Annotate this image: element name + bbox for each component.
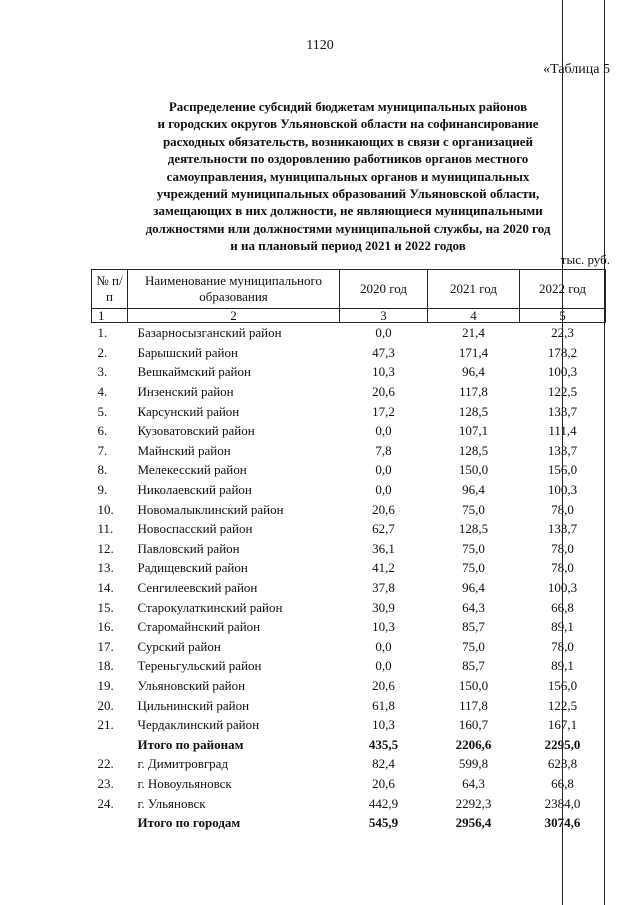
cell-num: 9.: [97, 482, 108, 498]
cell-name: Барышский район: [137, 344, 238, 360]
cell-num: 15.: [97, 599, 114, 615]
cell-y2020: 61,8: [372, 697, 395, 713]
cell-y2021: 150,0: [458, 677, 489, 693]
cell-y2020: 0,0: [375, 325, 392, 341]
cell-y2022: 122,5: [547, 697, 578, 713]
cell-num: 23.: [97, 775, 114, 791]
cell-y2021: 75,0: [462, 501, 485, 517]
cell-y2020: 82,4: [372, 756, 395, 772]
cell-y2021: 75,0: [462, 560, 485, 576]
cell-y2021: 107,1: [458, 423, 489, 439]
cell-y2021: 96,4: [462, 364, 485, 380]
cell-num: [92, 813, 128, 833]
cell-y2022: 111,4: [548, 423, 577, 439]
cell-num: 19.: [97, 677, 114, 693]
table-row: [92, 539, 606, 559]
cell-y2021: 117,8: [459, 697, 488, 713]
cell-y2022: 22,3: [551, 325, 574, 341]
header-2020: 2020 год: [340, 270, 428, 309]
cell-num: 14.: [97, 580, 114, 596]
table-row: [92, 401, 606, 421]
cell-name: Вешкаймский район: [137, 364, 251, 380]
cell-name: Итого по районам: [137, 736, 244, 752]
subsidies-table: [91, 269, 606, 832]
cell-name: Радищевский район: [137, 560, 248, 576]
cell-y2021: 2956,4: [455, 815, 492, 831]
header-2022: 2022 год: [520, 270, 606, 309]
table-body: [92, 323, 606, 833]
cell-num: 20.: [97, 697, 114, 713]
cell-y2020: 20,6: [372, 775, 395, 791]
cell-y2021: 150,0: [458, 462, 489, 478]
cell-name: Старомайнский район: [137, 619, 261, 635]
cell-y2022: 100,3: [547, 580, 578, 596]
title-line: учреждений муниципальных образований Ульяновской области,: [156, 186, 540, 202]
cell-y2021: 128,5: [458, 442, 489, 458]
cell-y2021: 2206,6: [455, 736, 492, 752]
cell-y2020: 41,2: [372, 560, 395, 576]
cell-num: 6.: [97, 423, 108, 439]
cell-name: Инзенский район: [137, 384, 234, 400]
cell-name: г. Димитровград: [137, 756, 229, 772]
title-line: должностями или должностями муниципальной службы, на 2020 год: [145, 220, 551, 236]
cell-y2020: 0,0: [375, 638, 392, 654]
table-row: [92, 362, 606, 382]
cell-name: Цильнинский район: [137, 697, 250, 713]
cell-y2020: 20,6: [372, 384, 395, 400]
cell-y2020: 20,6: [372, 677, 395, 693]
cell-y2022: 78,0: [551, 540, 574, 556]
cell-num: 18.: [97, 658, 114, 674]
cell-name: Кузоватовский район: [137, 423, 255, 439]
title-line: и на плановый период 2021 и 2022 годов: [230, 238, 466, 254]
cell-name: Базарносызганский район: [137, 325, 282, 341]
cell-y2022: 133,7: [547, 521, 578, 537]
table-row: [92, 578, 606, 598]
cell-num: 24.: [97, 795, 114, 811]
cell-y2021: 599,8: [458, 756, 489, 772]
table-row: [92, 774, 606, 794]
cell-y2020: 0,0: [375, 482, 392, 498]
cell-num: 17.: [97, 638, 114, 654]
cell-name: Ульяновский район: [137, 677, 246, 693]
column-number: 3: [340, 309, 428, 323]
title-line: самоуправления, муниципальных органов и муниципальных: [166, 168, 530, 184]
cell-y2020: 62,7: [372, 521, 395, 537]
cell-y2021: 160,7: [458, 717, 489, 733]
cell-name: Сенгилеевский район: [137, 580, 258, 596]
cell-num: 3.: [97, 364, 108, 380]
cell-y2020: 10,3: [372, 619, 395, 635]
cell-num: 5.: [97, 403, 108, 419]
cell-y2020: 20,6: [372, 501, 395, 517]
cell-y2020: 36,1: [372, 540, 395, 556]
cell-y2020: 442,9: [368, 795, 399, 811]
cell-name: Сурский район: [137, 638, 221, 654]
cell-num: 21.: [97, 717, 114, 733]
title-line: Распределение субсидий бюджетам муниципальных районов: [168, 99, 528, 114]
cell-name: Чердаклинский район: [137, 717, 260, 733]
scan-fold-line: [562, 0, 563, 905]
cell-name: Майнский район: [137, 442, 231, 458]
cell-y2020: 0,0: [375, 462, 392, 478]
cell-num: 12.: [97, 540, 114, 556]
cell-y2020: 37,8: [372, 580, 395, 596]
cell-y2022: 100,3: [547, 364, 578, 380]
table-row: [92, 441, 606, 461]
cell-y2021: 117,8: [459, 384, 488, 400]
table-row: [92, 343, 606, 363]
cell-num: 10.: [97, 501, 114, 517]
cell-y2022: 156,0: [547, 677, 578, 693]
cell-y2022: 2295,0: [544, 736, 581, 752]
table-row: [92, 382, 606, 402]
cell-y2022: 133,7: [547, 442, 578, 458]
table-total-row: [92, 813, 606, 833]
cell-y2022: 89,1: [551, 619, 574, 635]
table-row: [92, 715, 606, 735]
cell-y2020: 17,2: [372, 403, 395, 419]
cell-y2022: 133,7: [547, 403, 578, 419]
title-line: расходных обязательств, возникающих в связи с организацией: [162, 133, 534, 149]
column-number: 4: [428, 309, 520, 323]
cell-y2022: 623,8: [547, 756, 578, 772]
title-line: замещающих в них должности, не являющиеся муниципальными: [153, 203, 543, 219]
header-name: Наименование муниципального образования: [128, 270, 340, 309]
cell-y2021: 2292,3: [455, 795, 492, 811]
cell-y2020: 10,3: [372, 364, 395, 380]
cell-y2020: 30,9: [372, 599, 395, 615]
cell-y2022: 2384,0: [544, 795, 581, 811]
cell-y2020: 0,0: [375, 423, 392, 439]
units-label: тыс. руб.: [560, 252, 610, 267]
cell-y2021: 75,0: [462, 638, 485, 654]
cell-y2022: 89,1: [551, 658, 574, 674]
cell-num: 7.: [97, 442, 108, 458]
cell-y2022: 167,1: [547, 717, 578, 733]
table-row: [92, 421, 606, 441]
cell-name: Тереньгульский район: [137, 658, 262, 674]
table-row: [92, 637, 606, 657]
cell-y2022: 178,2: [547, 344, 578, 360]
cell-name: Старокулаткинский район: [137, 599, 283, 615]
cell-name: г. Ульяновск: [137, 795, 206, 811]
title-line: и городских округов Ульяновской области на софинансирование: [157, 116, 539, 132]
table-row: [92, 617, 606, 637]
cell-num: 16.: [97, 619, 114, 635]
cell-num: 8.: [97, 462, 108, 478]
table-row: [92, 656, 606, 676]
document-title: [108, 98, 588, 255]
header-2021: 2021 год: [428, 270, 520, 309]
cell-num: 11.: [97, 521, 114, 537]
cell-name: Павловский район: [137, 540, 240, 556]
cell-y2022: 66,8: [551, 775, 574, 791]
header-num: № п/п: [92, 270, 128, 309]
cell-num: 2.: [97, 344, 108, 360]
cell-y2022: 156,0: [547, 462, 578, 478]
cell-y2020: 545,9: [368, 815, 399, 831]
cell-num: 1.: [97, 325, 108, 341]
table-total-row: [92, 734, 606, 754]
cell-y2021: 85,7: [462, 658, 485, 674]
cell-y2021: 128,5: [458, 521, 489, 537]
cell-y2020: 10,3: [372, 717, 395, 733]
cell-y2022: 122,5: [547, 384, 578, 400]
table-row: [92, 460, 606, 480]
table-row: [92, 754, 606, 774]
cell-y2021: 96,4: [462, 580, 485, 596]
title-line: деятельности по оздоровлению работников органов местного: [167, 151, 529, 167]
cell-y2021: 75,0: [462, 540, 485, 556]
column-number: 1: [92, 309, 128, 323]
cell-y2021: 64,3: [462, 599, 485, 615]
cell-name: Новомалыклинский район: [137, 501, 284, 517]
cell-name: Николаевский район: [137, 482, 252, 498]
table-row: [92, 323, 606, 343]
cell-name: Новоспасский район: [137, 521, 253, 537]
cell-y2021: 85,7: [462, 619, 485, 635]
cell-y2020: 0,0: [375, 658, 392, 674]
cell-num: 13.: [97, 560, 114, 576]
cell-name: Карсунский район: [137, 403, 240, 419]
cell-num: [92, 734, 128, 754]
table-row: [92, 480, 606, 500]
cell-y2021: 21,4: [462, 325, 485, 341]
cell-y2020: 47,3: [372, 344, 395, 360]
cell-y2021: 64,3: [462, 775, 485, 791]
column-number: 2: [128, 309, 340, 323]
cell-y2022: 78,0: [551, 560, 574, 576]
cell-y2020: 435,5: [368, 736, 399, 752]
cell-y2021: 128,5: [458, 403, 489, 419]
cell-name: Мелекесский район: [137, 462, 247, 478]
cell-y2021: 96,4: [462, 482, 485, 498]
table-row: [92, 676, 606, 696]
cell-num: 22.: [97, 756, 114, 772]
table-row: [92, 558, 606, 578]
table-row: [92, 499, 606, 519]
cell-y2022: 3074,6: [544, 815, 581, 831]
table-label: «Таблица 5: [543, 62, 610, 77]
cell-num: 4.: [97, 384, 108, 400]
table-row: [92, 793, 606, 813]
cell-y2022: 100,3: [547, 482, 578, 498]
cell-y2022: 66,8: [551, 599, 574, 615]
cell-y2021: 171,4: [458, 344, 489, 360]
cell-y2020: 7,8: [375, 442, 392, 458]
cell-name: г. Новоульяновск: [137, 775, 232, 791]
scan-fold-line: [604, 0, 605, 905]
cell-name: Итого по городам: [137, 815, 241, 831]
column-number: 5: [520, 309, 606, 323]
cell-y2022: 78,0: [551, 501, 574, 517]
cell-y2022: 78,0: [551, 638, 574, 654]
table-row: [92, 519, 606, 539]
table-row: [92, 695, 606, 715]
page-number: 1120: [306, 38, 334, 53]
table-row: [92, 597, 606, 617]
